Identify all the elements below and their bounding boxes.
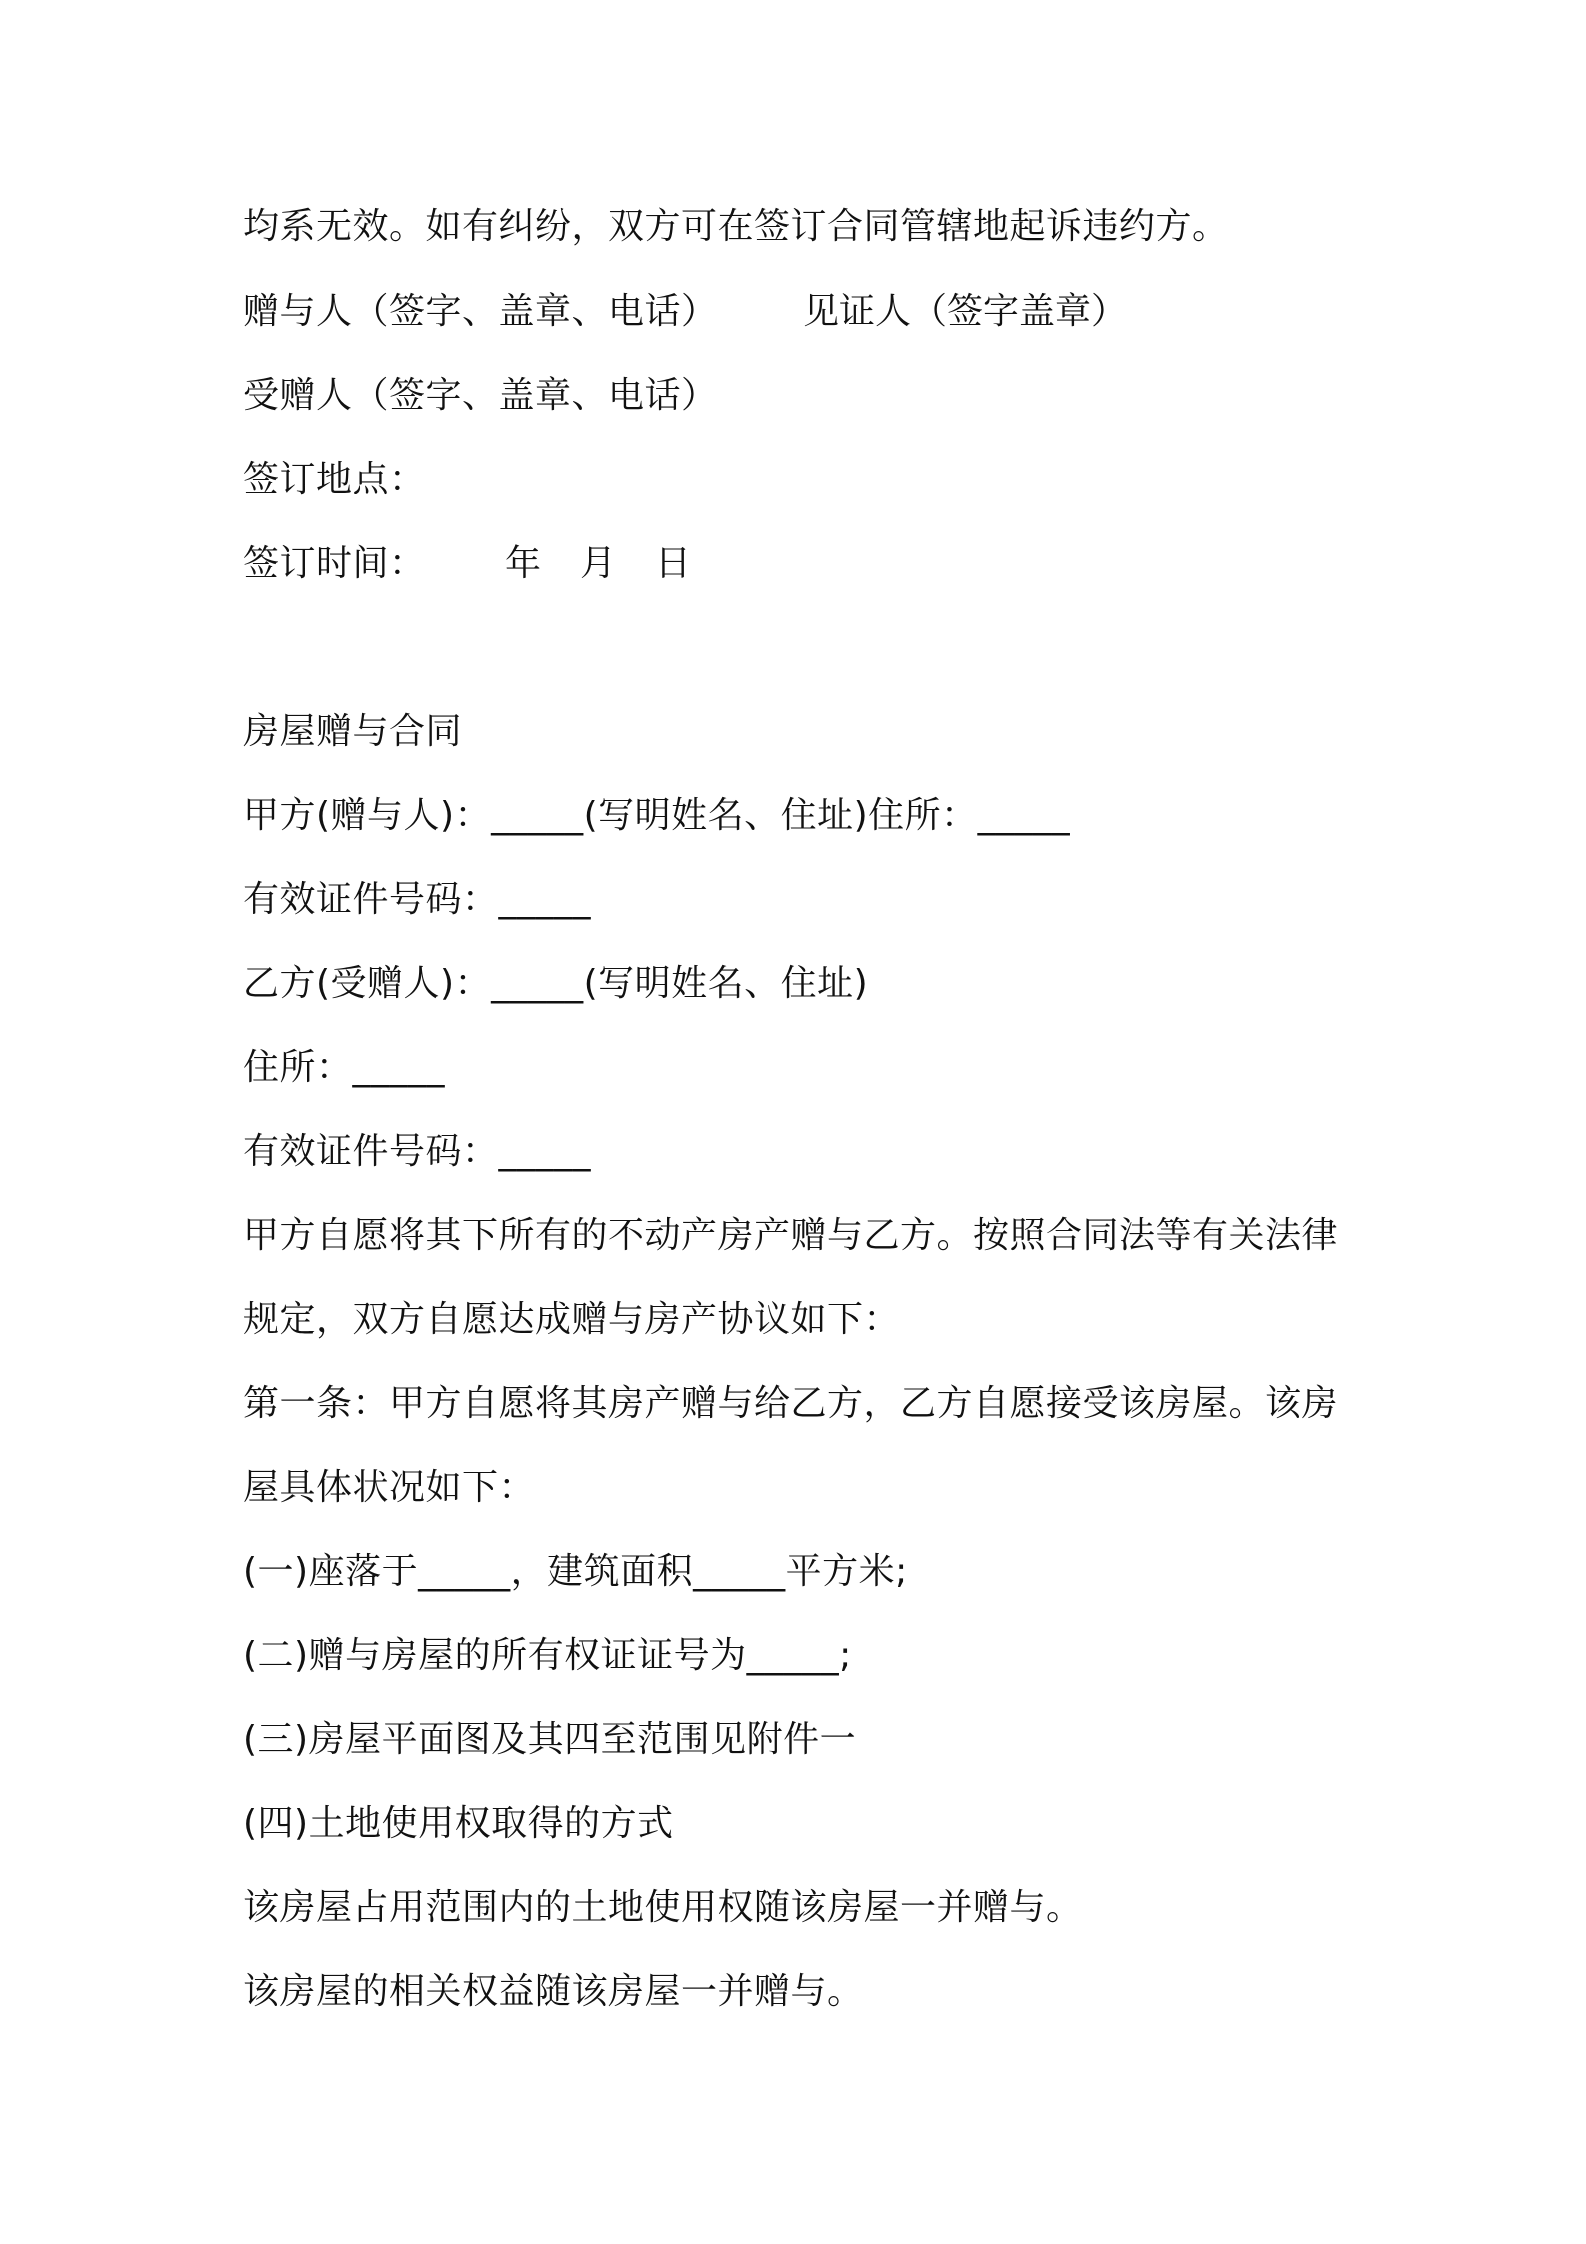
- sign-place-label: 签订地点：: [243, 459, 426, 500]
- contract-title: 房屋赠与合同: [243, 711, 463, 752]
- party-a-id-line: 有效证件号码：_____: [243, 879, 592, 920]
- rights-note: 该房屋的相关权益随该房屋一并赠与。: [243, 1971, 864, 2012]
- year-label: 年: [505, 543, 542, 584]
- article1-line-1: 第一条：甲方自愿将其房产赠与给乙方，乙方自愿接受该房屋。该房: [243, 1383, 1339, 1424]
- closing-line: 均系无效。如有纠纷，双方可在签订合同管辖地起诉违约方。: [243, 206, 1229, 247]
- article1-line-2: 屋具体状况如下：: [243, 1467, 536, 1508]
- party-a-line: 甲方(赠与人)：_____(写明姓名、住址)住所：_____: [243, 795, 1071, 836]
- item-2: (二)赠与房屋的所有权证证号为_____;: [243, 1635, 852, 1676]
- item-4: (四)土地使用权取得的方式: [243, 1803, 674, 1844]
- sign-time-label: 签订时间：: [243, 543, 426, 584]
- donor-signature-label: 赠与人（签字、盖章、电话）: [243, 291, 718, 332]
- day-label: 日: [655, 543, 692, 584]
- land-note: 该房屋占用范围内的土地使用权随该房屋一并赠与。: [243, 1887, 1083, 1928]
- party-b-id-line: 有效证件号码：_____: [243, 1131, 592, 1172]
- intro-line-1: 甲方自愿将其下所有的不动产房产赠与乙方。按照合同法等有关法律: [243, 1215, 1339, 1256]
- donee-signature-label: 受赠人（签字、盖章、电话）: [243, 375, 718, 416]
- item-1: (一)座落于_____，建筑面积_____平方米;: [243, 1551, 908, 1592]
- party-b-line: 乙方(受赠人)：_____(写明姓名、住址): [243, 963, 869, 1004]
- item-3: (三)房屋平面图及其四至范围见附件一: [243, 1719, 857, 1760]
- witness-signature-label: 见证人（签字盖章）: [803, 291, 1128, 332]
- party-b-address-line: 住所：_____: [243, 1047, 446, 1088]
- month-label: 月: [580, 543, 617, 584]
- intro-line-2: 规定，双方自愿达成赠与房产协议如下：: [243, 1299, 901, 1340]
